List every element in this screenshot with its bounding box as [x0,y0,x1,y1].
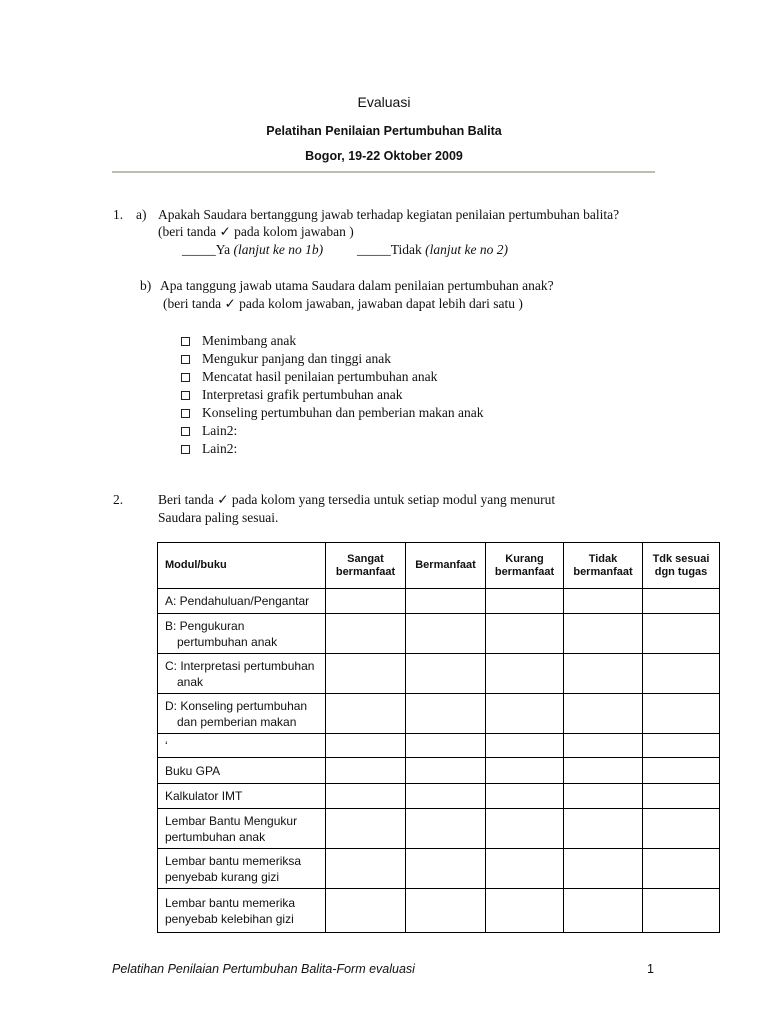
answer-cell[interactable] [326,758,406,784]
checkbox[interactable] [181,391,190,400]
checkbox[interactable] [181,427,190,436]
row-label [158,734,326,758]
row-label-line2: penyebab kelebihan gizi [165,911,294,926]
table-row [158,784,720,809]
row-label [158,589,326,614]
option-label: Lain2: [202,423,238,438]
footer-text: Pelatihan Penilaian Pertumbuhan Balita-Form evaluasi [112,962,415,976]
table-row [158,889,720,933]
answer-cell[interactable] [326,734,406,758]
table-row [158,694,720,734]
answer-cell[interactable] [643,809,720,849]
option-label: Mencatat hasil penilaian pertumbuhan anak [202,369,438,384]
checkbox[interactable] [181,373,190,382]
row-label [158,694,326,734]
answer-cell[interactable] [564,734,643,758]
document-date: Bogor, 19-22 Oktober 2009 [305,149,463,163]
no-label: Tidak [390,242,422,257]
row-label-line2: dan pemberian makan [177,714,297,729]
answer-cell[interactable] [486,614,564,654]
col-header-less-useful: Kurang bermanfaat [486,543,564,589]
answer-cell[interactable] [326,849,406,889]
answer-cell[interactable] [486,758,564,784]
table-row [158,849,720,889]
row-label-line1: Buku GPA [165,763,221,778]
yes-note: (lanjut ke no 1b) [233,242,324,257]
page-number: 1 [647,962,654,976]
answer-cell[interactable] [643,589,720,614]
checkbox[interactable] [181,337,190,346]
q1a-question: Apakah Saudara bertanggung jawab terhadap kegiatan penilaian pertumbuhan balita? [158,207,620,222]
option-label: Lain2: [202,441,238,456]
row-label [158,784,326,809]
document-title: Evaluasi [357,94,411,110]
option-label: Interpretasi grafik pertumbuhan anak [202,387,403,402]
answer-cell[interactable] [326,809,406,849]
answer-cell[interactable] [406,734,486,758]
answer-cell[interactable] [486,849,564,889]
table-header-row [158,543,720,589]
col-header-useful: Bermanfaat [406,543,486,589]
row-label [158,809,326,849]
q1a-answer-no[interactable] [357,242,508,258]
answer-cell[interactable] [326,589,406,614]
option-item[interactable] [181,350,484,368]
answer-cell[interactable] [486,784,564,809]
row-label-line2: penyebab kurang gizi [165,869,280,884]
col-header-module: Modul/buku [158,543,326,589]
row-label-line1: Kalkulator IMT [165,789,243,803]
row-label [158,758,326,784]
q2-number: 2. [113,492,124,507]
no-blank: _____ [357,242,391,257]
answer-cell[interactable] [406,589,486,614]
answer-cell[interactable] [406,654,486,694]
row-label-line1: C: Interpretasi pertumbuhan [165,658,315,673]
answer-cell[interactable] [643,654,720,694]
option-item[interactable] [181,422,484,440]
answer-cell[interactable] [643,694,720,734]
answer-cell[interactable] [564,654,643,694]
row-label-line2: anak [177,674,204,689]
answer-cell[interactable] [326,784,406,809]
q1a-instruction: (beri tanda ✓ pada kolom jawaban ) [158,224,354,239]
q1a-label: a) [136,207,147,222]
answer-cell[interactable] [564,889,643,933]
answer-cell[interactable] [564,614,643,654]
answer-cell[interactable] [406,809,486,849]
answer-cell[interactable] [326,614,406,654]
table-row [158,758,720,784]
row-label-line1: Lembar Bantu Mengukur [165,813,298,828]
q1-number: 1. [113,207,124,222]
answer-cell[interactable] [406,784,486,809]
row-label-line1: D: Konseling pertumbuhan [165,698,308,713]
answer-cell[interactable] [486,809,564,849]
answer-cell[interactable] [406,758,486,784]
col-header-very-useful: Sangat bermanfaat [326,543,406,589]
header-divider [112,171,655,173]
checkbox[interactable] [181,409,190,418]
yes-blank: _____ [182,242,216,257]
answer-cell[interactable] [406,694,486,734]
answer-cell[interactable] [564,849,643,889]
answer-cell[interactable] [326,654,406,694]
answer-cell[interactable] [406,849,486,889]
yes-label: Ya [215,242,231,257]
document-subtitle: Pelatihan Penilaian Pertumbuhan Balita [266,124,502,138]
answer-cell[interactable] [564,694,643,734]
q1a-answer-yes[interactable] [182,242,323,258]
table-row [158,654,720,694]
answer-cell[interactable] [486,654,564,694]
col-header-not-useful: Tidak bermanfaat [564,543,643,589]
answer-cell[interactable] [406,614,486,654]
row-label-line1: B: Pengukuran [165,618,245,633]
answer-cell[interactable] [486,589,564,614]
answer-cell[interactable] [643,614,720,654]
col-header-not-relevant: Tdk sesuai dgn tugas [643,543,720,589]
option-item[interactable] [181,332,484,350]
row-label-line2: pertumbuhan anak [165,829,266,844]
option-label: Menimbang anak [202,333,297,348]
answer-cell[interactable] [326,694,406,734]
option-item[interactable] [181,386,484,404]
q1b-question: Apa tanggung jawab utama Saudara dalam penilaian pertumbuhan anak? [160,278,554,293]
answer-cell[interactable] [643,849,720,889]
row-label [158,614,326,654]
q2-text-line2: Saudara paling sesuai. [158,510,279,525]
checkbox[interactable] [181,355,190,364]
option-item[interactable] [181,404,484,422]
table-row [158,589,720,614]
answer-cell[interactable] [643,784,720,809]
option-item[interactable] [181,368,484,386]
q1b-label: b) [140,278,152,293]
answer-cell[interactable] [564,758,643,784]
q2-text-line1: Beri tanda ✓ pada kolom yang tersedia untuk setiap modul yang menurut [158,492,556,507]
checkbox[interactable] [181,445,190,454]
answer-cell[interactable] [326,889,406,933]
row-label-line1: ʻ [165,738,168,753]
table-row [158,809,720,849]
answer-cell[interactable] [643,734,720,758]
answer-cell[interactable] [564,809,643,849]
option-label: Konseling pertumbuhan dan pemberian makan anak [202,405,484,420]
table-row [158,614,720,654]
row-label-line1: Lembar bantu memeriksa [165,853,302,868]
answer-cell[interactable] [564,589,643,614]
answer-cell[interactable] [643,758,720,784]
q1b-options [181,332,484,458]
row-label-line1: A: Pendahuluan/Pengantar [165,594,310,608]
row-label [158,654,326,694]
option-item[interactable] [181,440,484,458]
answer-cell[interactable] [486,889,564,933]
answer-cell[interactable] [643,889,720,933]
q1b-instruction: (beri tanda ✓ pada kolom jawaban, jawaban dapat lebih dari satu ) [163,296,523,311]
row-label-line2: pertumbuhan anak [177,634,278,649]
row-label-line1: Lembar bantu memerika [165,895,296,910]
option-label: Mengukur panjang dan tinggi anak [202,351,391,366]
answer-cell[interactable] [406,889,486,933]
table-row [158,734,720,758]
answer-cell[interactable] [486,734,564,758]
row-label [158,889,326,933]
evaluation-table [157,542,720,933]
row-label [158,849,326,889]
answer-cell[interactable] [486,694,564,734]
answer-cell[interactable] [564,784,643,809]
no-note: (lanjut ke no 2) [425,242,508,257]
